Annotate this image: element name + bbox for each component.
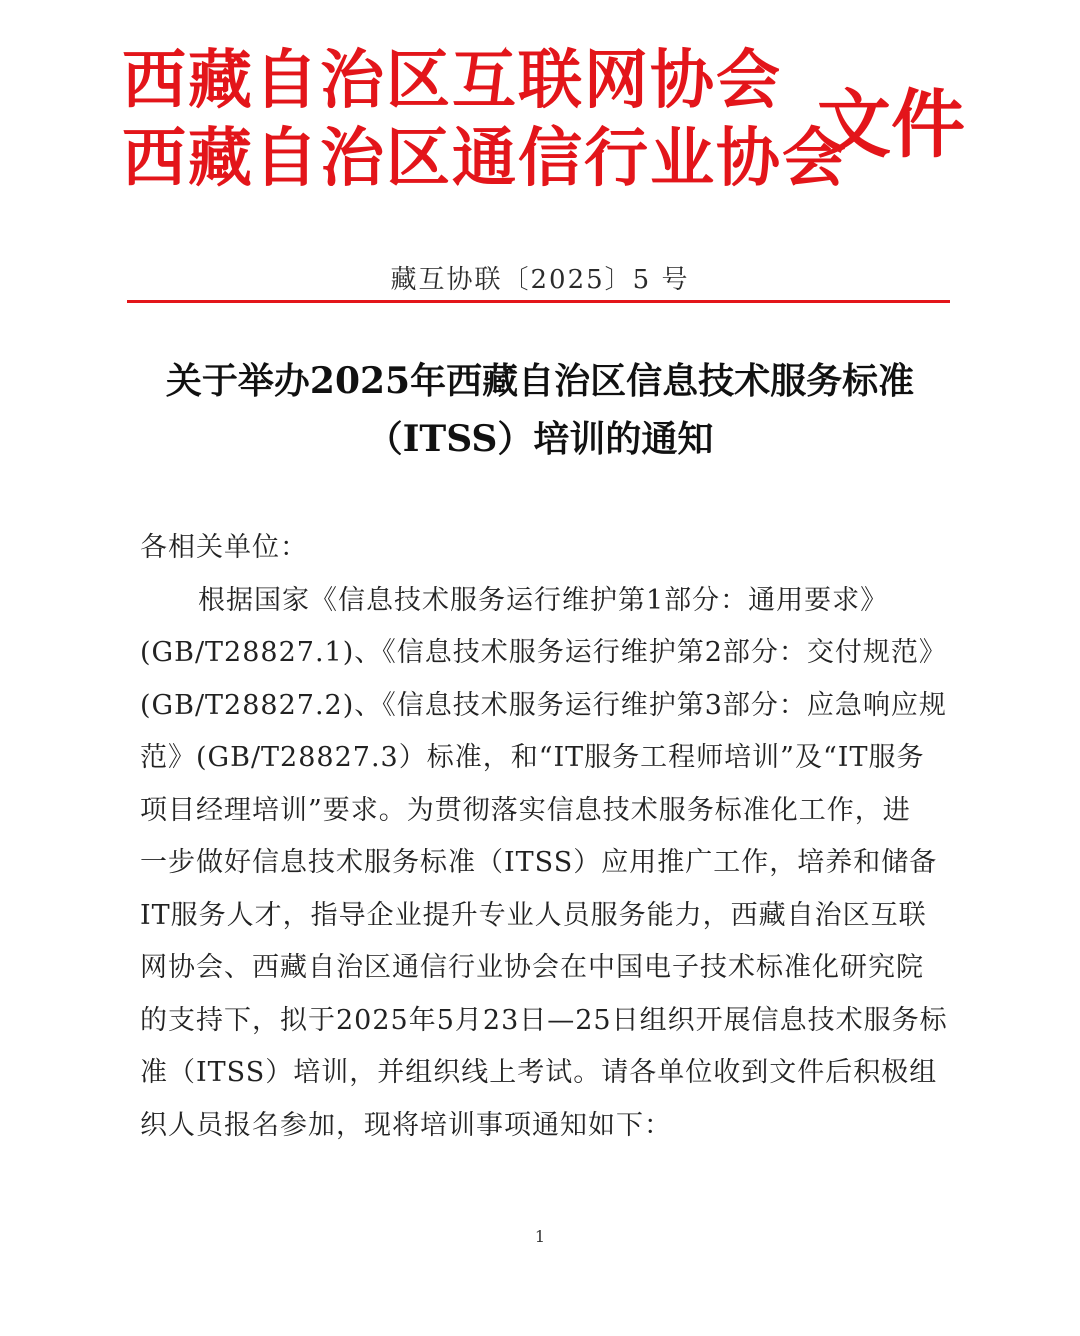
body-line: 织人员报名参加，现将培训事项通知如下： bbox=[140, 1109, 672, 1141]
body-line: (GB/T28827.1)、《信息技术服务运行维护第2部分：交付规范》 bbox=[140, 637, 947, 668]
page-number: 1 bbox=[534, 1227, 546, 1246]
document-type-label: 文件 bbox=[817, 82, 965, 168]
body-line: IT服务人才，指导企业提升专业人员服务能力，西藏自治区互联 bbox=[140, 899, 927, 931]
body-line: (GB/T28827.2)、《信息技术服务运行维护第3部分：应急响应规 bbox=[140, 689, 947, 721]
document-header bbox=[122, 42, 965, 202]
title-line-1: 关于举办2025年西藏自治区信息技术服务标准 bbox=[165, 360, 915, 402]
document-number: 藏互协联〔2025〕5 号 bbox=[390, 265, 690, 295]
issuing-organizations bbox=[122, 42, 848, 198]
document-title bbox=[100, 352, 980, 468]
body-line: 根据国家《信息技术服务运行维护第1部分：通用要求》 bbox=[198, 584, 889, 616]
issuing-org-1: 西藏自治区互联网协会 bbox=[122, 44, 782, 118]
body-line: 范》(GB/T28827.3）标准，和“IT服务工程师培训”及“IT服务 bbox=[140, 742, 925, 773]
body-line: 项目经理培训”要求。为贯彻落实信息技术服务标准化工作，进 bbox=[140, 794, 911, 826]
body-line: 网协会、西藏自治区通信行业协会在中国电子技术标准化研究院 bbox=[140, 952, 924, 983]
red-divider bbox=[127, 300, 950, 303]
body-line: 的支持下，拟于2025年5月23日—25日组织开展信息技术服务标 bbox=[140, 1004, 948, 1036]
issuing-org-2: 西藏自治区通信行业协会 bbox=[122, 122, 848, 196]
document-body bbox=[140, 522, 948, 1152]
body-line: 准（ITSS）培训，并组织线上考试。请各单位收到文件后积极组 bbox=[140, 1057, 938, 1088]
title-line-2: （ITSS）培训的通知 bbox=[366, 418, 714, 460]
salutation: 各相关单位： bbox=[140, 532, 308, 563]
body-line: 一步做好信息技术服务标准（ITSS）应用推广工作，培养和储备 bbox=[140, 847, 938, 878]
